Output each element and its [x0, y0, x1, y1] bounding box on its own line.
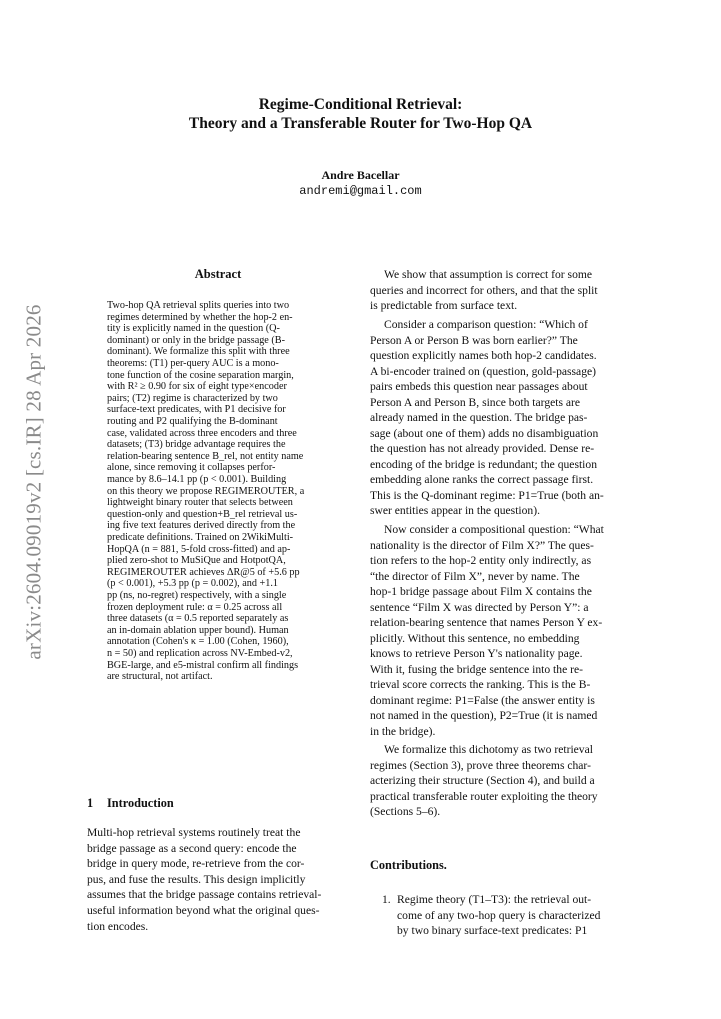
body-line: “the director of Film X”, never by name. The	[370, 569, 580, 583]
abstract-line: dominant) or only in the bridge passage (B-	[107, 334, 285, 346]
contribution-line: Regime theory (T1–T3): the retrieval out-	[397, 893, 592, 906]
abstract-line: an in-domain ablation upper bound). Human	[107, 624, 289, 636]
body-line: knows to retrieve Person Y's nationality page.	[370, 647, 583, 660]
abstract-line: annotation (Cohen's κ = 1.00 (Cohen, 1960),	[107, 636, 289, 648]
abstract-line: question-only and question+B_rel retrieval us-	[107, 508, 298, 520]
body-line: tion refers to the hop-2 entity only indirectly, as	[370, 554, 592, 567]
body-line: already named in the question. The bridge pas-	[370, 411, 588, 424]
body-line: regimes (Section 3), prove three theorems char-	[370, 758, 591, 772]
intro-line: bridge in query mode, re-retrieve from the cor-	[87, 857, 305, 871]
abstract-line: alone, since removing it collapses perfor-	[107, 462, 276, 474]
abstract-line: regimes determined by whether the hop-2 en-	[107, 311, 293, 323]
body-line: pairs embeds this question near passages about	[370, 380, 588, 393]
body-line: This is the Q-dominant regime: P1=True (both an-	[370, 488, 604, 502]
body-line: relation-bearing sentence that names Person Y ex-	[370, 616, 603, 629]
abstract-line: Two-hop QA retrieval splits queries into two	[107, 300, 290, 311]
contribution-line: come of any two-hop query is characterized	[397, 908, 601, 922]
abstract-line: dominant). We formalize this split with three	[107, 346, 290, 358]
abstract-line: predicate definitions. Trained on 2WikiMulti-	[107, 532, 294, 543]
abstract-line: on this theory we propose REGIMEROUTER, a	[107, 485, 305, 497]
body-line: (Sections 5–6).	[370, 805, 441, 818]
contributions-heading: Contributions.	[370, 858, 447, 872]
intro-line: pus, and fuse the results. This design implicitly	[87, 872, 306, 886]
abstract-line: lightweight binary router that selects between	[107, 497, 293, 509]
abstract-line: ing five text features derived directly from the	[107, 520, 296, 532]
abstract-line: (p < 0.001), +5.3 pp (p = 0.002), and +1.1	[107, 578, 278, 590]
body-line: swer entities appear in the question).	[370, 504, 540, 517]
body-line: plicitly. Without this sentence, no embedding	[370, 631, 580, 645]
body-line: question explicitly names both hop-2 candidates.	[370, 349, 597, 362]
body-line: Consider a comparison question: “Which of	[384, 318, 588, 331]
abstract-line: theorems: (T1) per-query AUC is a mono-	[107, 358, 279, 369]
abstract-line: pp (ns, no-regret) respectively, with a single	[107, 590, 287, 601]
author-name: Andre Bacellar	[321, 168, 400, 182]
paper-title-line-2: Theory and a Transferable Router for Two-Hop QA	[188, 115, 533, 132]
body-line: embedding alone ranks the correct passage first.	[370, 473, 594, 486]
abstract-line: frozen deployment rule: α = 0.25 across all	[107, 601, 283, 613]
abstract-heading: Abstract	[194, 267, 242, 281]
intro-line: tion encodes.	[87, 919, 149, 933]
abstract-line: relation-bearing sentence B_rel, not entity name	[107, 450, 304, 462]
body-line: not named in the question), P2=True (it is named	[370, 709, 598, 722]
body-line: Person A or Person B was born earlier?” The	[370, 333, 578, 347]
body-line: in the bridge).	[370, 724, 436, 738]
abstract-line: BGE-large, and e5-mistral confirm all findings	[107, 659, 299, 671]
body-line: Person A and Person B, since both targets are	[370, 395, 581, 409]
intro-line: assumes that the bridge passage contains retrieval-	[87, 888, 322, 902]
abstract-line: n = 50) and replication across NV-Embed-v2,	[107, 648, 293, 659]
abstract-line: are structural, not artifact.	[107, 671, 213, 683]
abstract-line: datasets; (T3) bridge advantage requires the	[107, 439, 286, 451]
author-email: andremi@gmail.com	[299, 184, 422, 198]
body-line: practical transferable router exploiting the theory	[370, 789, 598, 803]
intro-line: bridge passage as a second query: encode the	[87, 841, 297, 855]
abstract-line: HopQA (n = 881, 5-fold cross-fitted) and ap-	[107, 543, 291, 555]
body-line: acterizing their structure (Section 4), and build a	[370, 774, 595, 787]
contribution-line: by two binary surface-text predicates: P1	[397, 924, 588, 937]
abstract-line: REGIMEROUTER achieves ΔR@5 of +5.6 pp	[107, 566, 300, 578]
abstract-line: plied zero-shot to MuSiQue and HotpotQA,	[107, 555, 286, 567]
section-heading-introduction: Introduction	[107, 796, 174, 810]
body-line: A bi-encoder trained on (question, gold-passage)	[370, 364, 597, 378]
body-line: sentence “Film X was directed by Person Y”: a	[370, 600, 589, 614]
body-line: trieval score corrects the ranking. This is the B-	[370, 678, 591, 691]
abstract-line: tity is explicitly named in the question (Q-	[107, 323, 280, 335]
arxiv-stamp-text: arXiv:2604.09019v2 [cs.IR] 28 Apr 2026	[21, 304, 46, 660]
intro-line: Multi-hop retrieval systems routinely treat the	[87, 826, 301, 839]
abstract-line: three datasets (α = 0.5 reported separately as	[107, 613, 289, 625]
abstract-line: tone function of the cosine separation margin,	[107, 369, 294, 381]
body-line: With it, fusing the bridge sentence into the re-	[370, 662, 583, 676]
body-line: is predictable from surface text.	[370, 299, 518, 312]
body-line: hop-1 bridge passage about Film X contains the	[370, 585, 592, 598]
body-line: queries and incorrect for others, and that the split	[370, 283, 598, 297]
body-line: nationality is the director of Film X?” The ques-	[370, 538, 594, 552]
abstract-line: case, validated across three encoders and three	[107, 427, 297, 439]
intro-line: useful information beyond what the original ques-	[87, 904, 320, 917]
body-line: Now consider a compositional question: “What	[384, 523, 604, 536]
abstract-line: routing and P2 qualifying the B-dominant	[107, 416, 278, 427]
body-line: dominant regime: P1=False (the answer entity is	[370, 693, 595, 707]
contribution-item-number: 1.	[382, 893, 391, 906]
body-line: We show that assumption is correct for some	[384, 268, 593, 281]
paper-title-line-1: Regime-Conditional Retrieval:	[258, 96, 463, 113]
body-line: sage (about one of them) adds no disambiguation	[370, 426, 599, 440]
abstract-line: surface-text predicates, with P1 decisive for	[107, 404, 286, 416]
body-line: encoding of the bridge is redundant; the question	[370, 457, 597, 471]
abstract-line: pairs; (T2) regime is characterized by two	[107, 392, 278, 404]
body-line: the question has not already provided. Dense re-	[370, 442, 595, 455]
abstract-line: with R² ≥ 0.90 for six of eight type×encoder	[107, 381, 287, 393]
abstract-line: mance by 8.6–14.1 pp (p < 0.001). Building	[107, 474, 287, 485]
section-number: 1	[87, 796, 94, 810]
body-line: We formalize this dichotomy as two retrieval	[384, 743, 593, 756]
